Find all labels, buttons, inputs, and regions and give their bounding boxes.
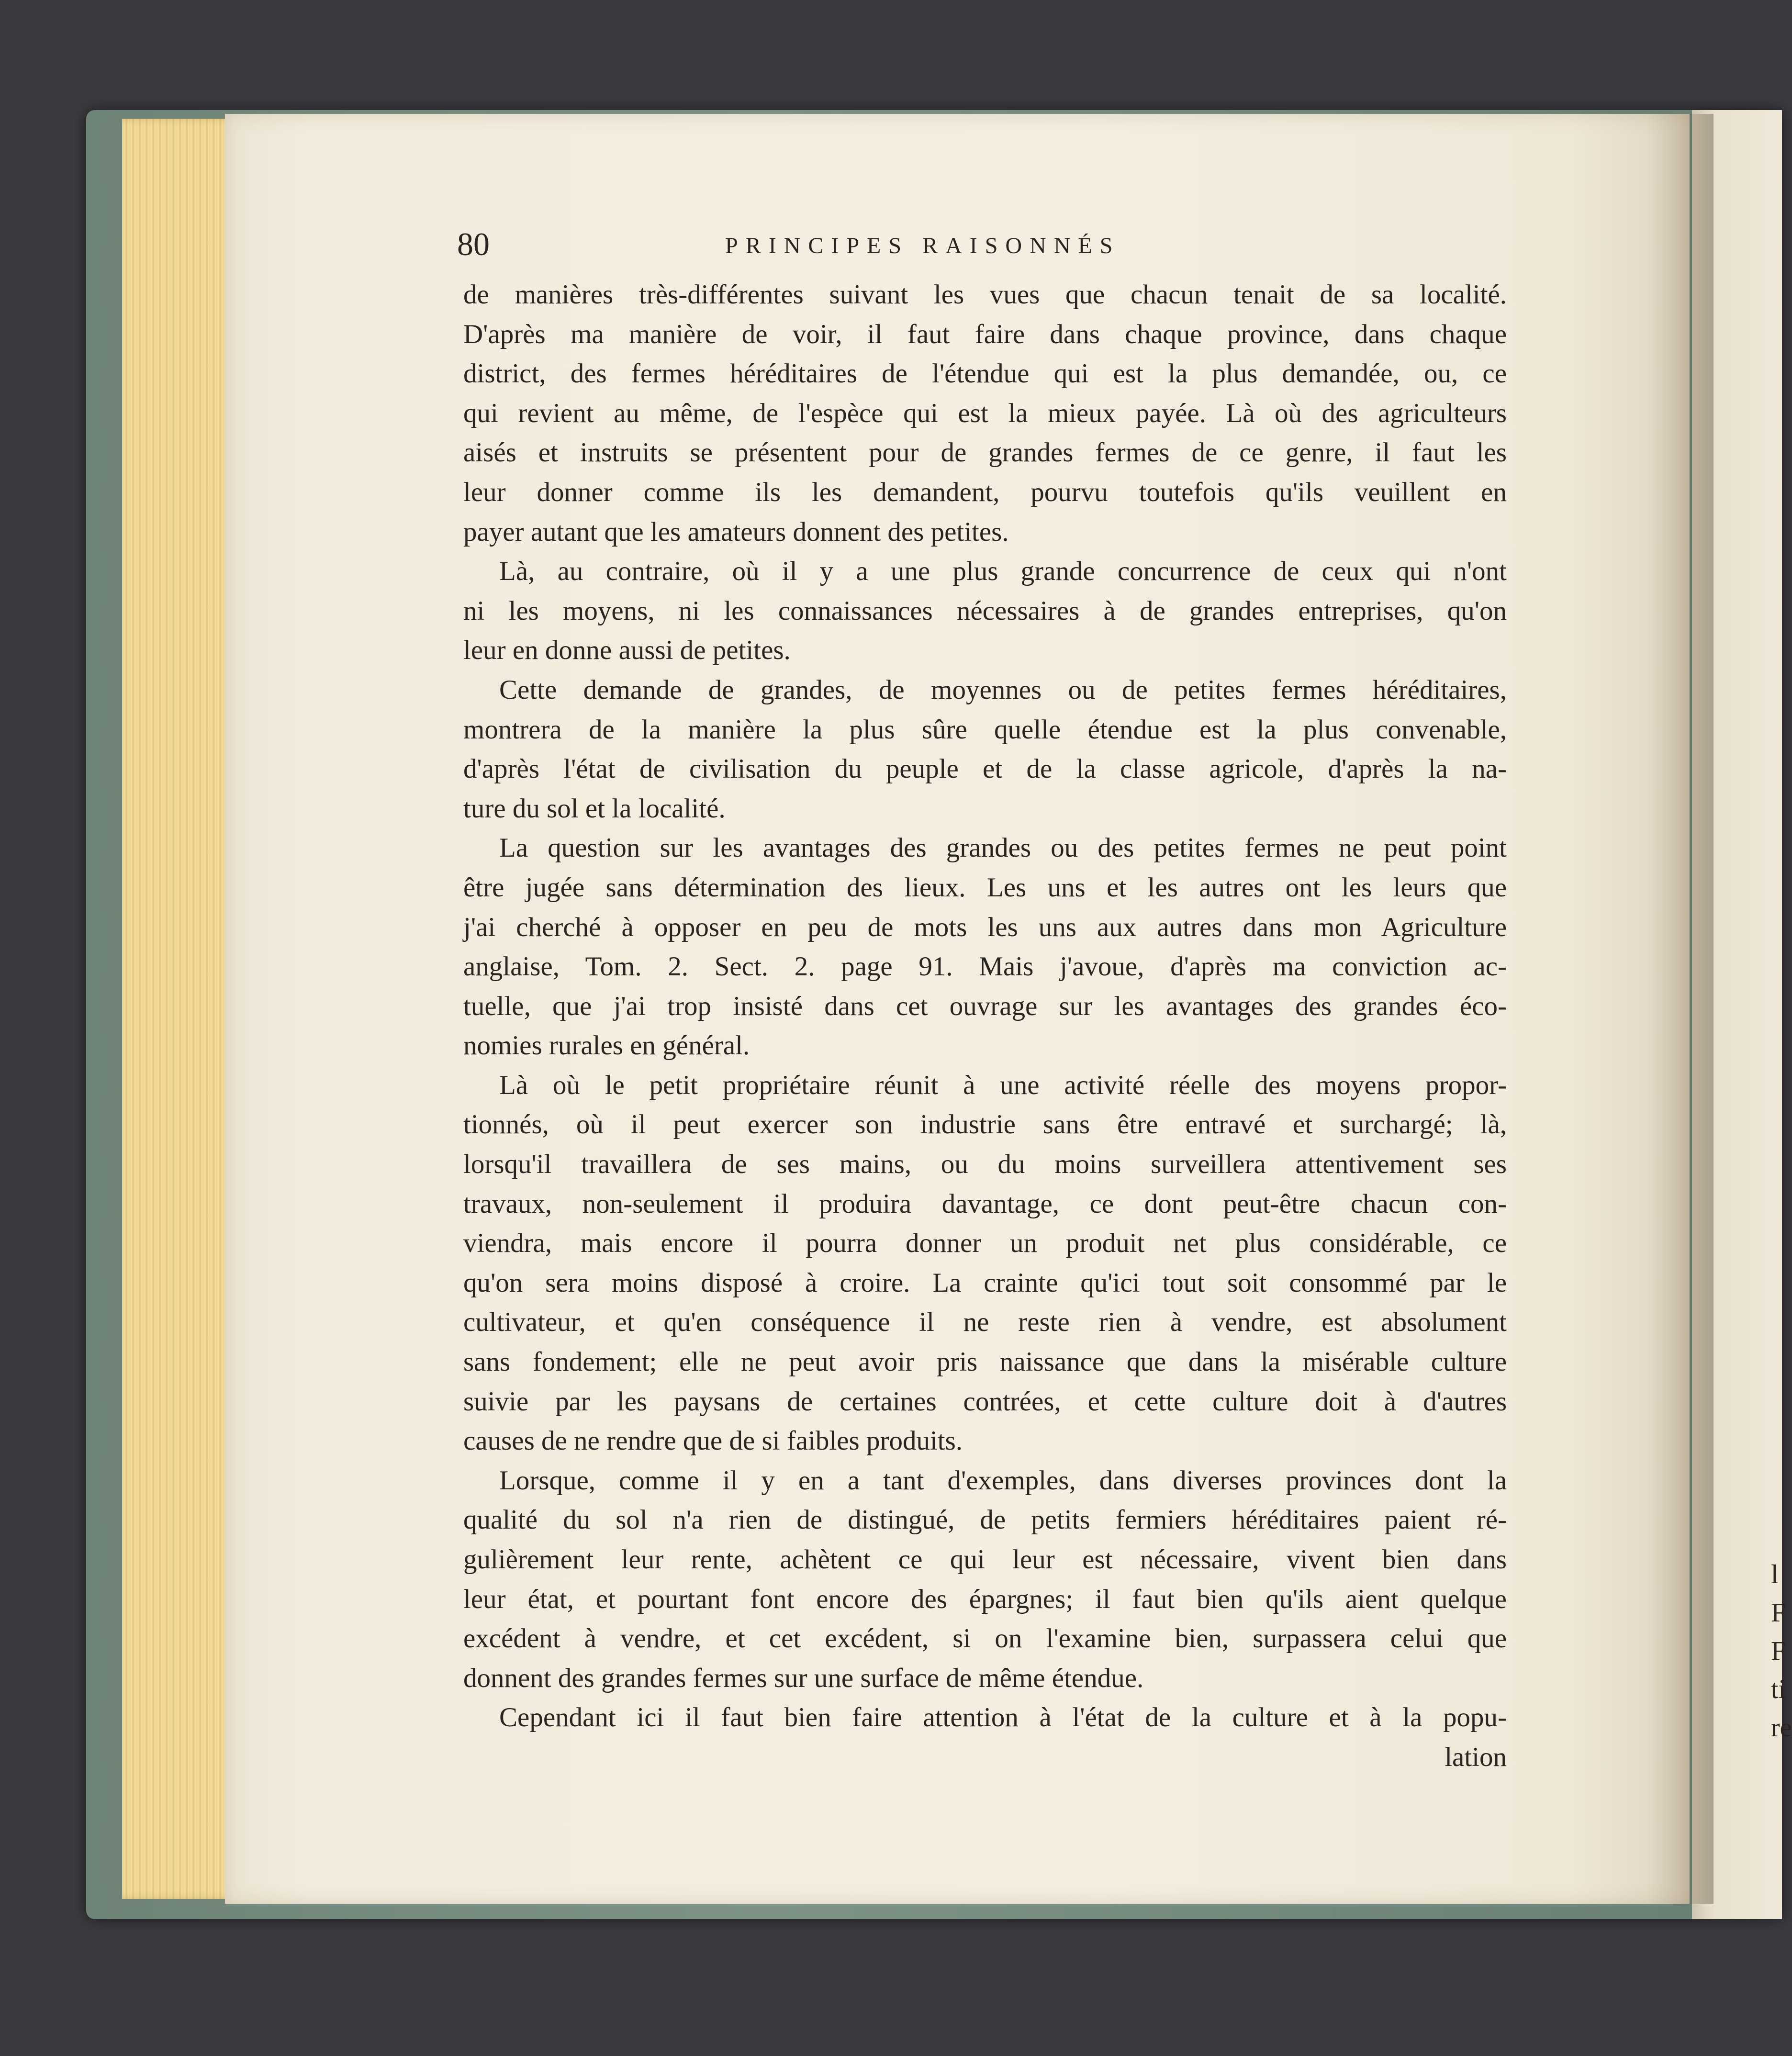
text-line: suivie par les paysans de certaines contrées, et cette culture doit à d'autres xyxy=(463,1386,1507,1417)
text-line: viendra, mais encore il pourra donner un produit net plus considérable, ce xyxy=(463,1228,1507,1259)
text-line: ture du sol et la localité. xyxy=(463,793,726,824)
text-line: d'après l'état de civilisation du peuple et de la classe agricole, d'après la na- xyxy=(463,754,1507,784)
right-page-mark: l xyxy=(1771,1560,1779,1589)
right-page-mark: F xyxy=(1771,1636,1786,1666)
text-line: qu'on sera moins disposé à croire. La crainte qu'ici tout soit consommé par le xyxy=(463,1267,1507,1298)
text-line: qui revient au même, de l'espèce qui est la mieux payée. Là où des agriculteurs xyxy=(463,398,1507,428)
text-line: payer autant que les amateurs donnent des petites. xyxy=(463,516,1009,547)
text-line: cultivateur, et qu'en conséquence il ne reste rien à vendre, est absolument xyxy=(463,1307,1507,1338)
right-page-mark: ti xyxy=(1771,1675,1786,1704)
gutter-shadow xyxy=(1646,114,1714,1904)
running-head xyxy=(457,225,1510,263)
text-line: sans fondement; elle ne peut avoir pris naissance que dans la misérable culture xyxy=(463,1347,1507,1377)
text-line: Cependant ici il faut bien faire attention à l'état de la culture et à la popu- xyxy=(499,1702,1507,1733)
text-line: causes de ne rendre que de si faibles produits. xyxy=(463,1426,963,1456)
text-line: leur en donne aussi de petites. xyxy=(463,635,791,666)
page-number: 80 xyxy=(457,226,490,262)
text-line: D'après ma manière de voir, il faut faire dans chaque province, dans chaque xyxy=(463,319,1507,349)
text-line: anglaise, Tom. 2. Sect. 2. page 91. Mais j'avoue, d'après ma conviction ac- xyxy=(463,951,1507,982)
text-line: leur état, et pourtant font encore des épargnes; il faut bien qu'ils aient quelque xyxy=(463,1584,1507,1614)
right-page-mark: F xyxy=(1771,1598,1786,1628)
page-fore-edge xyxy=(122,119,237,1899)
text-line: gulièrement leur rente, achètent ce qui leur est nécessaire, vivent bien dans xyxy=(463,1544,1507,1575)
text-line: de manières très-différentes suivant les vues que chacun tenait de sa localité. xyxy=(463,279,1507,310)
text-line: La question sur les avantages des grandes ou des petites fermes ne peut point xyxy=(499,833,1507,863)
text-line: excédent à vendre, et cet excédent, si on l'examine bien, surpassera celui que xyxy=(463,1623,1507,1654)
text-line: tuelle, que j'ai trop insisté dans cet ouvrage sur les avantages des grandes éco- xyxy=(463,991,1507,1021)
right-page-mark: re xyxy=(1771,1713,1792,1743)
text-line: Lorsque, comme il y en a tant d'exemples, dans diverses provinces dont la xyxy=(499,1465,1507,1496)
text-line: leur donner comme ils les demandent, pourvu toutefois qu'ils veuillent en xyxy=(463,477,1507,507)
text-line: Là où le petit propriétaire réunit à une activité réelle des moyens propor- xyxy=(499,1070,1507,1100)
text-line: ni les moyens, ni les connaissances nécessaires à de grandes entreprises, qu'on xyxy=(463,595,1507,626)
text-line: travaux, non-seulement il produira davantage, ce dont peut-être chacun con- xyxy=(463,1188,1507,1219)
text-line: j'ai cherché à opposer en peu de mots les uns aux autres dans mon Agriculture xyxy=(463,912,1507,942)
text-line: tionnés, où il peut exercer son industrie sans être entravé et surchargé; là, xyxy=(463,1109,1507,1140)
catchword: lation xyxy=(1445,1742,1507,1772)
text-line: être jugée sans détermination des lieux. Les uns et les autres ont les leurs que xyxy=(463,872,1507,903)
right-page-marks xyxy=(1771,1555,1792,1747)
body-text xyxy=(463,275,1507,1777)
text-line: Là, au contraire, où il y a une plus grande concurrence de ceux qui n'ont xyxy=(499,556,1507,587)
text-line: district, des fermes héréditaires de l'étendue qui est la plus demandée, ou, ce xyxy=(463,358,1507,389)
text-line: qualité du sol n'a rien de distingué, de petits fermiers héréditaires paient ré- xyxy=(463,1505,1507,1535)
text-line: donnent des grandes fermes sur une surface de même étendue. xyxy=(463,1663,1144,1693)
text-line: montrera de la manière la plus sûre quelle étendue est la plus convenable, xyxy=(463,714,1507,745)
text-line: Cette demande de grandes, de moyennes ou de petites fermes héréditaires, xyxy=(499,674,1507,705)
text-line: nomies rurales en général. xyxy=(463,1030,750,1061)
text-line: lorsqu'il travaillera de ses mains, ou du moins surveillera attentivement ses xyxy=(463,1149,1507,1180)
text-line: aisés et instruits se présentent pour de grandes fermes de ce genre, il faut les xyxy=(463,437,1507,468)
running-title: PRINCIPES RAISONNÉS xyxy=(725,233,1120,258)
